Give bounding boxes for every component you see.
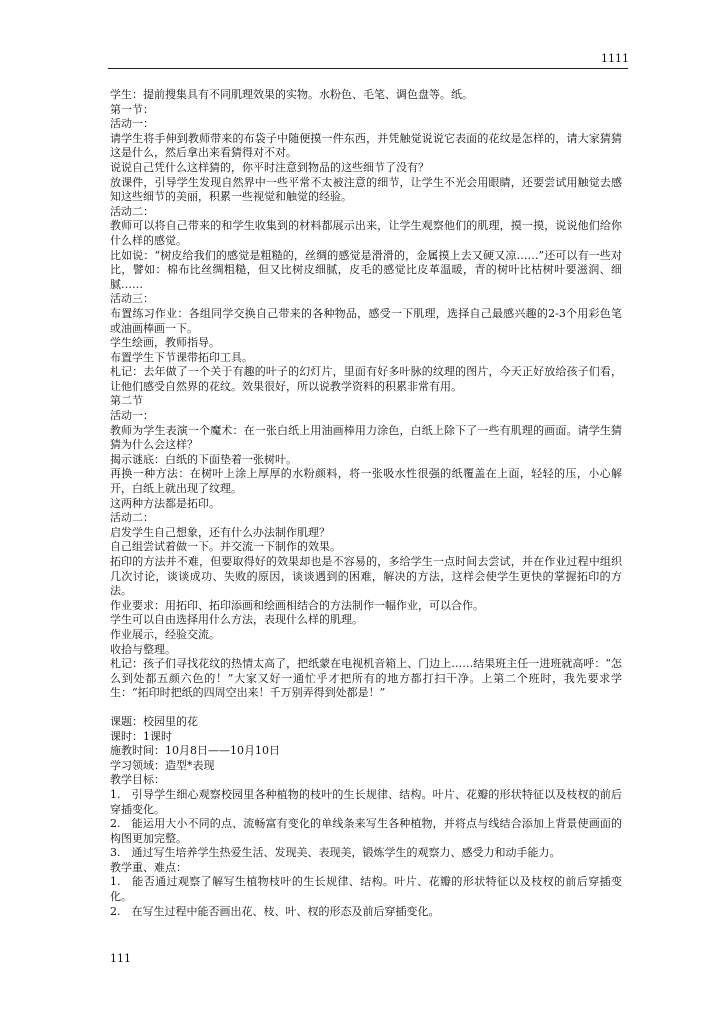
body-paragraph: 活动三： bbox=[110, 292, 154, 306]
lesson-paragraph: 1. 引导学生细心观察校园里各种植物的枝叶的生长规律、结构。叶片、花瓣的形状特征以及枝杈的前后穿插变化。 bbox=[110, 787, 622, 816]
body-paragraph: 自己组尝试着做一下。并交流一下制作的效果。 bbox=[110, 540, 341, 554]
footer-page-number: 111 bbox=[110, 952, 131, 965]
lesson-paragraph: 施教时间：10月8日——10月10日 bbox=[110, 744, 280, 758]
body-paragraph: 作业展示，经验交流。 bbox=[110, 627, 220, 641]
body-paragraph: 札记：孩子们寻找花纹的热情太高了，把纸蒙在电视机音箱上、门边上……结果班主任一进班就高呼：“怎么到处都五颜六色的！”大家又好一通忙乎才把所有的地方都打扫干净。上第二个班时，我先要求学生：“拓印时把纸的四周空出来！千万别弄得到处都是！” bbox=[110, 657, 622, 700]
body-paragraph: 再换一种方法：在树叶上涂上厚厚的水粉颜料，将一张吸水性很强的纸覆盖在上面，轻轻的压，小心解开，白纸上就出现了纹理。 bbox=[110, 467, 622, 496]
header-rule bbox=[108, 68, 628, 69]
lesson-plan-section bbox=[110, 715, 622, 919]
activity-section bbox=[110, 88, 622, 701]
body-paragraph: 学生：提前搜集具有不同肌理效果的实物。水粉色、毛笔、调色盘等。纸。 bbox=[110, 88, 473, 101]
body-paragraph: 布置学生下节课带拓印工具。 bbox=[110, 350, 253, 364]
body-paragraph: 活动一： bbox=[110, 117, 154, 131]
body-paragraph: 教师为学生表演一个魔术：在一张白纸上用油画棒用力涂色，白纸上除下了一些有肌理的画面。请学生猜猜为什么会这样？ bbox=[110, 423, 622, 452]
lesson-paragraph: 课题：校园里的花 bbox=[110, 714, 198, 728]
lesson-paragraph: 课时：1课时 bbox=[110, 729, 172, 743]
body-paragraph: 启发学生自己想象，还有什么办法制作肌理？ bbox=[110, 525, 330, 539]
header-page-number: 1111 bbox=[601, 52, 629, 65]
body-paragraph: 这两种方法都是拓印。 bbox=[110, 496, 220, 510]
lesson-paragraph: 3. 通过写生培养学生热爱生活、发现美、表现美，锻炼学生的观察力、感受力和动手能力。 bbox=[110, 846, 561, 860]
body-paragraph: 学生可以自由选择用什么方法，表现什么样的肌理。 bbox=[110, 613, 363, 627]
body-paragraph: 揭示谜底：白纸的下面垫着一张树叶。 bbox=[110, 452, 297, 466]
body-paragraph: 第一节： bbox=[110, 102, 154, 116]
body-paragraph: 比如说：“树皮给我们的感觉是粗糙的，丝绸的感觉是滑滑的，金属摸上去又硬又凉……”还可以有一些对比，譬如：棉布比丝绸粗糙，但又比树皮细腻，皮毛的感觉比皮革温暖，青的树叶比枯树叶要滋润、细腻…… bbox=[110, 248, 622, 291]
body-paragraph: 请学生将手伸到教师带来的布袋子中随便摸一件东西，并凭触觉说说它表面的花纹是怎样的，请大家猜猜这是什么，然后拿出来看猜得对不对。 bbox=[110, 131, 622, 160]
body-paragraph: 教师可以将自己带来的和学生收集到的材料都展示出来，让学生观察他们的肌理，摸一摸，说说他们给你什么样的感觉。 bbox=[110, 219, 622, 247]
body-paragraph: 活动一： bbox=[110, 409, 154, 423]
lesson-paragraph: 教学重、难点： bbox=[110, 860, 187, 874]
body-paragraph: 放课件，引导学生发现自然界中一些平常不太被注意的细节，让学生不光会用眼睛，还要尝试用触觉去感知这些细节的美丽，积累一些视觉和触觉的经验。 bbox=[110, 175, 622, 204]
lesson-paragraph: 1. 能否通过观察了解写生植物枝叶的生长规律、结构。叶片、花瓣的形状特征以及枝杈的前后穿插变化。 bbox=[110, 875, 622, 904]
body-paragraph: 第二节 bbox=[110, 394, 143, 408]
body-paragraph: 活动二： bbox=[110, 204, 154, 218]
body-paragraph: 拓印的方法并不难，但要取得好的效果却也是不容易的，多给学生一点时间去尝试，并在作业过程中组织几次讨论，谈谈成功、失败的原因，谈谈遇到的困难，解决的方法，这样会使学生更快的掌握拓印的方法。 bbox=[110, 555, 622, 598]
body-paragraph: 说说自己凭什么这样猜的，你平时注意到物品的这些细节了没有？ bbox=[110, 160, 429, 174]
lesson-paragraph: 2. 能运用大小不同的点、流畅富有变化的单线条来写生各种植物，并将点与线结合添加上背景使画面的构图更加完整。 bbox=[110, 817, 622, 845]
body-paragraph: 作业要求：用拓印、拓印添画和绘画相结合的方法制作一幅作业，可以合作。 bbox=[110, 598, 484, 612]
lesson-paragraph: 2. 在写生过程中能否画出花、枝、叶、杈的形态及前后穿插变化。 bbox=[110, 904, 440, 918]
body-paragraph: 札记：去年做了一个关于有趣的叶子的幻灯片，里面有好多叶脉的纹理的图片，今天正好放给孩子们看，让他们感受自然界的花纹。效果很好，所以说教学资料的积累非常有用。 bbox=[110, 365, 622, 393]
lesson-paragraph: 学习领域：造型*表现 bbox=[110, 758, 215, 772]
body-paragraph: 布置练习作业：各组同学交换自己带来的各种物品，感受一下肌理，选择自己最感兴趣的2-3个用彩色笔或油画棒画一下。 bbox=[110, 306, 622, 335]
section-gap bbox=[110, 701, 622, 715]
lesson-paragraph: 教学目标： bbox=[110, 773, 165, 787]
body-paragraph: 活动二： bbox=[110, 511, 154, 525]
document-body bbox=[110, 88, 622, 919]
body-paragraph: 收拾与整理。 bbox=[110, 642, 176, 656]
body-paragraph: 学生绘画，教师指导。 bbox=[110, 336, 220, 350]
